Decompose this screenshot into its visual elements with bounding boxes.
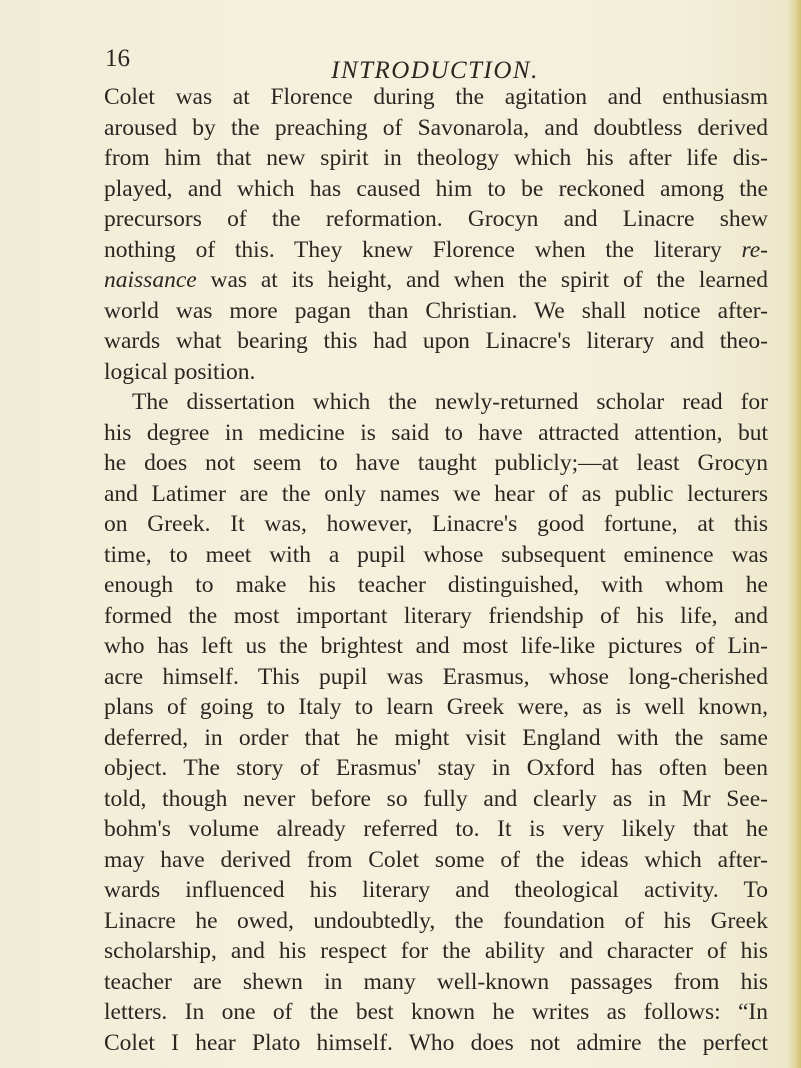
line-text: on Greek. It was, however, Linacre's good fortune, at this (104, 511, 768, 537)
line-text: aroused by the preaching of Savonarola, and doubtless derived (104, 114, 768, 141)
text-line (104, 845, 768, 876)
text-line (104, 906, 768, 937)
page-edge-shadow (787, 0, 801, 1068)
line-text: nothing of this. They knew Florence when the literary (104, 236, 742, 263)
text-line (104, 784, 768, 815)
line-text: he does not seem to have taught publicly;—at least Grocyn (104, 450, 768, 476)
text-line (104, 326, 768, 357)
text-line (104, 570, 768, 601)
text-line (104, 723, 768, 754)
running-title: INTRODUCTION. (331, 57, 539, 84)
line-text: was at its height, and when the spirit of the learned (196, 267, 768, 293)
line-text: The dissertation which the newly-returned scholar read for (132, 389, 768, 415)
text-line (104, 540, 768, 571)
text-line (104, 601, 768, 632)
line-text: Colet I hear Plato himself. Who does not admire the perfect (104, 1029, 768, 1056)
line-text: precursors of the reformation. Grocyn and Linacre shew (104, 206, 768, 232)
text-line (104, 174, 768, 205)
line-text: teacher are shewn in many well-known passages from his (104, 968, 768, 995)
text-line (104, 448, 768, 479)
italic-text: naissance (104, 267, 197, 293)
text-line (104, 967, 768, 998)
text-line (104, 357, 768, 388)
line-text: plans of going to Italy to learn Greek were, as is well known, (104, 694, 768, 720)
text-line (104, 418, 768, 449)
line-text: world was more pagan than Christian. We shall notice after- (104, 297, 768, 324)
line-text: deferred, in order that he might visit England with the same (104, 724, 768, 751)
text-line (104, 296, 768, 327)
text-line (104, 997, 768, 1028)
line-text: wards what bearing this had upon Linacre's literary and theo- (104, 328, 768, 354)
text-line (104, 662, 768, 693)
line-text: logical position. (104, 358, 256, 385)
line-text: formed the most important literary friendship of his life, and (104, 602, 768, 629)
line-text: bohm's volume already referred to. It is very likely that he (104, 816, 768, 842)
text-line (104, 479, 768, 510)
line-text: letters. In one of the best known he writes as follows: “In (104, 999, 768, 1025)
text-line (104, 936, 768, 967)
text-line (104, 143, 768, 174)
text-line (104, 814, 768, 845)
line-text: and Latimer are the only names we hear of as public lecturers (104, 480, 768, 507)
line-text: Linacre he owed, undoubtedly, the foundation of his Greek (104, 907, 768, 934)
text-line (104, 692, 768, 723)
italic-text: re- (741, 236, 768, 263)
line-text: acre himself. This pupil was Erasmus, whose long-cherished (104, 663, 768, 690)
text-line (104, 631, 768, 662)
text-line (104, 204, 768, 235)
page-number: 16 (105, 45, 130, 72)
line-text: told, though never before so fully and clearly as in Mr See- (104, 785, 768, 812)
text-line (104, 753, 768, 784)
line-text: wards influenced his literary and theological activity. To (104, 877, 768, 903)
text-line (104, 1028, 768, 1059)
text-line (104, 265, 768, 296)
line-text: scholarship, and his respect for the ability and character of his (104, 938, 768, 964)
line-text: enough to make his teacher distinguished, with whom he (104, 572, 768, 598)
text-line (104, 113, 768, 144)
line-text: who has left us the brightest and most life-like pictures of Lin- (104, 633, 768, 659)
text-line (104, 509, 768, 540)
text-line (104, 387, 768, 418)
line-text: Colet was at Florence during the agitation and enthusiasm (104, 84, 768, 110)
line-text: his degree in medicine is said to have attracted attention, but (104, 419, 768, 446)
text-line (104, 235, 768, 266)
line-text: may have derived from Colet some of the ideas which after- (104, 846, 768, 873)
line-text: time, to meet with a pupil whose subsequent eminence was (104, 541, 768, 568)
line-text: played, and which has caused him to be reckoned among the (104, 175, 768, 202)
text-line (104, 82, 768, 113)
line-text: object. The story of Erasmus' stay in Oxford has often been (104, 755, 768, 781)
text-line (104, 875, 768, 906)
line-text: from him that new spirit in theology which his after life dis- (104, 145, 768, 171)
body-text (104, 82, 768, 1058)
page-header (105, 44, 765, 84)
